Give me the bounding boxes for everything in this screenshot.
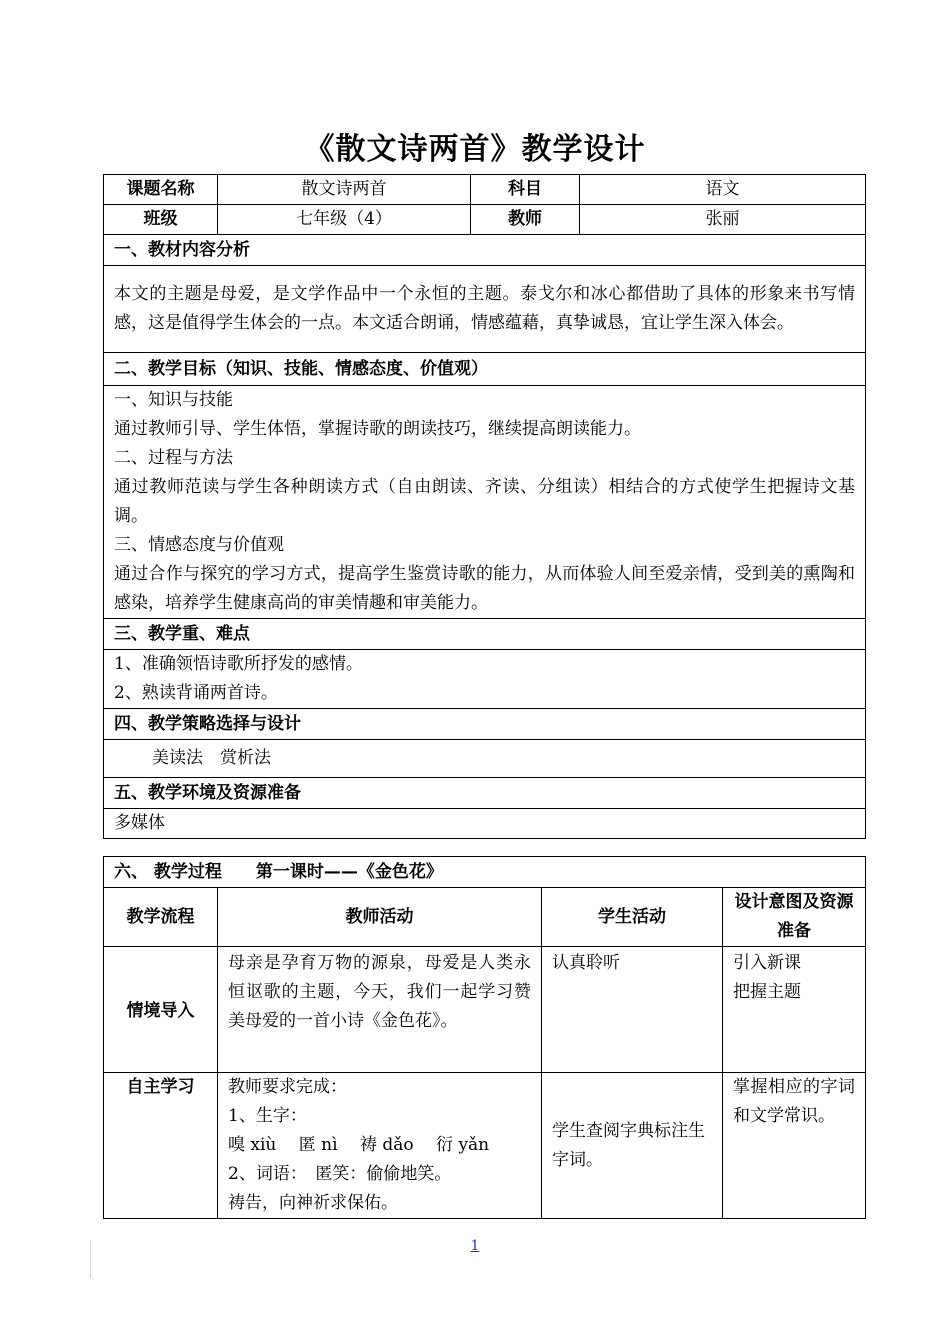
header-flow: 教学流程 [104,888,218,947]
teacher-line: 1、生字： [228,1106,307,1126]
course-label: 课题名称 [104,175,218,205]
section-title-objectives: 二、教学目标（知识、技能、情感态度、价值观） [104,353,866,386]
header-teacher-activity: 教师活动 [218,888,542,947]
design-intent: 掌握相应的字词和文学常识。 [723,1073,866,1219]
keypoint-line: 2、熟读背诵两首诗。 [114,683,278,703]
class-label: 班级 [104,205,218,235]
intent-line: 引入新课 [733,953,801,973]
objective-line: 通过教师范读与学生各种朗读方式（自由朗读、齐读、分组读）相结合的方式使学生把握诗文基调。 [114,477,855,526]
class-value: 七年级（4） [218,205,471,235]
student-activity: 认真聆听 [542,947,723,1073]
section-body-resources: 多媒体 [104,809,866,839]
intent-line: 把握主题 [733,982,801,1002]
keypoint-line: 1、准确领悟诗歌所抒发的感情。 [114,654,363,674]
section-title-keypoints: 三、教学重、难点 [104,619,866,650]
teacher-activity [218,1073,542,1219]
objective-line: 通过合作与探究的学习方式，提高学生鉴赏诗歌的能力，从而体验人间至爱亲情，受到美的熏陶和感染，培养学生健康高尚的审美情趣和审美能力。 [114,564,855,613]
subject-value: 语文 [580,175,866,205]
design-intent [723,947,866,1073]
header-design-intent: 设计意图及资源准备 [723,888,866,947]
document-title: 《散文诗两首》教学设计 [304,132,646,167]
section-title-strategy: 四、教学策略选择与设计 [104,709,866,740]
section-body-objectives [104,386,866,619]
section-body-keypoints [104,650,866,709]
header-student-activity: 学生活动 [542,888,723,947]
teacher-activity: 母亲是孕育万物的源泉，母爱是人类永恒讴歌的主题，今天，我们一起学习赞美母爱的一首小诗《金色花》。 [218,947,542,1073]
teacher-line: 嗅 xiù 匿 nì 祷 dǎo 衍 yǎn [228,1135,490,1155]
objective-line: 通过教师引导、学生体悟，掌握诗歌的朗读技巧，继续提高朗读能力。 [114,419,641,439]
section-body-material: 本文的主题是母爱，是文学作品中一个永恒的主题。泰戈尔和冰心都借助了具体的形象来书写情感，这是值得学生体会的一点。本文适合朗诵，情感蕴藉，真挚诚恳，宜让学生深入体会。 [104,266,866,353]
objective-line: 二、过程与方法 [114,448,233,468]
section-title-material: 一、教材内容分析 [104,235,866,266]
teacher-value: 张丽 [580,205,866,235]
step-name: 情境导入 [104,947,218,1073]
teacher-line: 2、词语： 匿笑：偷偷地笑。 [228,1164,452,1184]
basic-info-table [103,174,866,839]
student-activity: 学生查阅字典标注生字词。 [542,1073,723,1219]
subject-label: 科目 [471,175,580,205]
teacher-line: 教师要求完成： [228,1077,347,1097]
step-name: 自主学习 [104,1073,218,1219]
process-title: 六、 教学过程 第一课时——《金色花》 [104,857,866,888]
teaching-process-table [103,856,866,1219]
section-body-strategy: 美读法 赏析法 [104,740,866,778]
section-title-resources: 五、教学环境及资源准备 [104,778,866,809]
teacher-label: 教师 [471,205,580,235]
page-number: 1 [470,1238,480,1254]
objective-line: 三、情感态度与价值观 [114,535,284,555]
teacher-line: 祷告，向神祈求保佑。 [228,1193,398,1213]
course-value: 散文诗两首 [218,175,471,205]
objective-line: 一、知识与技能 [114,390,233,410]
